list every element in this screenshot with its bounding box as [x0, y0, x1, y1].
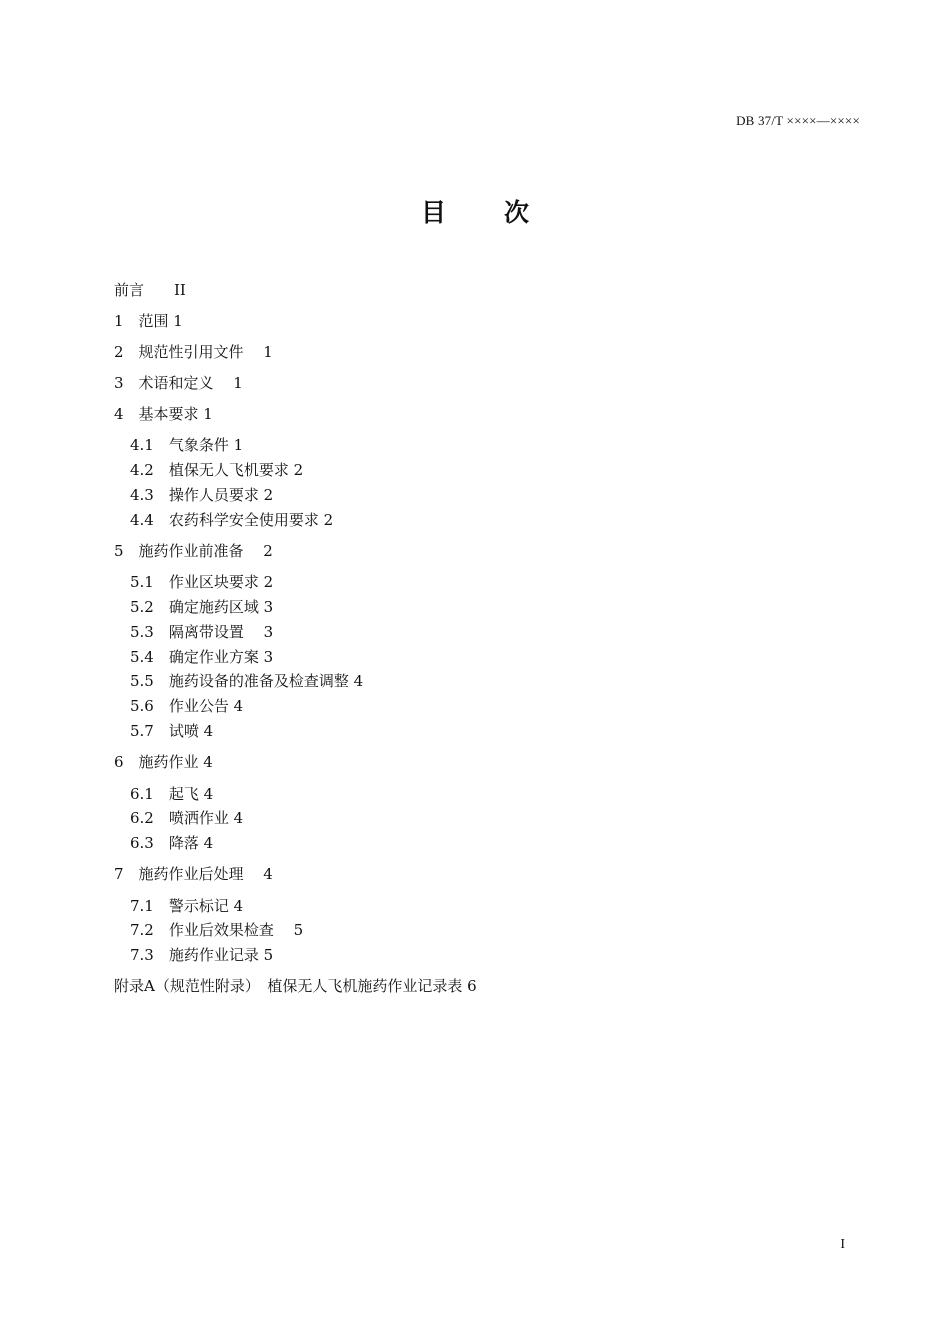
toc-entry-6[interactable]: 6 施药作业 4	[114, 753, 213, 771]
toc-entry-5-6[interactable]: 5.6 作业公告 4	[130, 697, 244, 715]
toc-entry-4-2[interactable]: 4.2 植保无人飞机要求 2	[130, 461, 304, 479]
toc-entry-3[interactable]: 3 术语和定义 1	[114, 374, 243, 392]
toc-entry-5[interactable]: 5 施药作业前准备 2	[114, 542, 273, 560]
toc-entry-2[interactable]: 2 规范性引用文件 1	[114, 343, 273, 361]
toc-entry-7-3[interactable]: 7.3 施药作业记录 5	[130, 946, 274, 964]
document-code: DB 37/T ××××—××××	[736, 113, 860, 128]
page-number: I	[840, 1237, 845, 1252]
toc-entry-4-3[interactable]: 4.3 操作人员要求 2	[130, 486, 274, 504]
toc-entry-7-2[interactable]: 7.2 作业后效果检查 5	[130, 921, 304, 939]
toc-entry-5-3[interactable]: 5.3 隔离带设置 3	[130, 623, 274, 641]
toc-entry-6-2[interactable]: 6.2 喷洒作业 4	[130, 809, 244, 827]
toc-entry-4-1[interactable]: 4.1 气象条件 1	[130, 436, 244, 454]
toc-entry-7-1[interactable]: 7.1 警示标记 4	[130, 897, 244, 915]
toc-entry-4-4[interactable]: 4.4 农药科学安全使用要求 2	[130, 511, 334, 529]
title-char-2: 次	[504, 198, 530, 227]
page-title	[0, 193, 950, 229]
toc-entry-5-5[interactable]: 5.5 施药设备的准备及检查调整 4	[130, 672, 364, 690]
toc-entry-foreword[interactable]: 前言 II	[114, 281, 186, 299]
title-char-1: 目	[420, 198, 446, 227]
toc-entry-6-1[interactable]: 6.1 起飞 4	[130, 785, 214, 803]
toc-entry-4[interactable]: 4 基本要求 1	[114, 405, 213, 423]
toc-entry-7[interactable]: 7 施药作业后处理 4	[114, 865, 273, 883]
toc-entry-appendix-a[interactable]: 附录A（规范性附录） 植保无人飞机施药作业记录表 6	[114, 977, 477, 995]
toc-entry-5-2[interactable]: 5.2 确定施药区域 3	[130, 598, 274, 616]
toc-entry-1[interactable]: 1 范围 1	[114, 312, 183, 330]
toc-entry-5-7[interactable]: 5.7 试喷 4	[130, 722, 214, 740]
toc-entry-5-1[interactable]: 5.1 作业区块要求 2	[130, 573, 274, 591]
toc-entry-5-4[interactable]: 5.4 确定作业方案 3	[130, 648, 274, 666]
toc-entry-6-3[interactable]: 6.3 降落 4	[130, 834, 214, 852]
